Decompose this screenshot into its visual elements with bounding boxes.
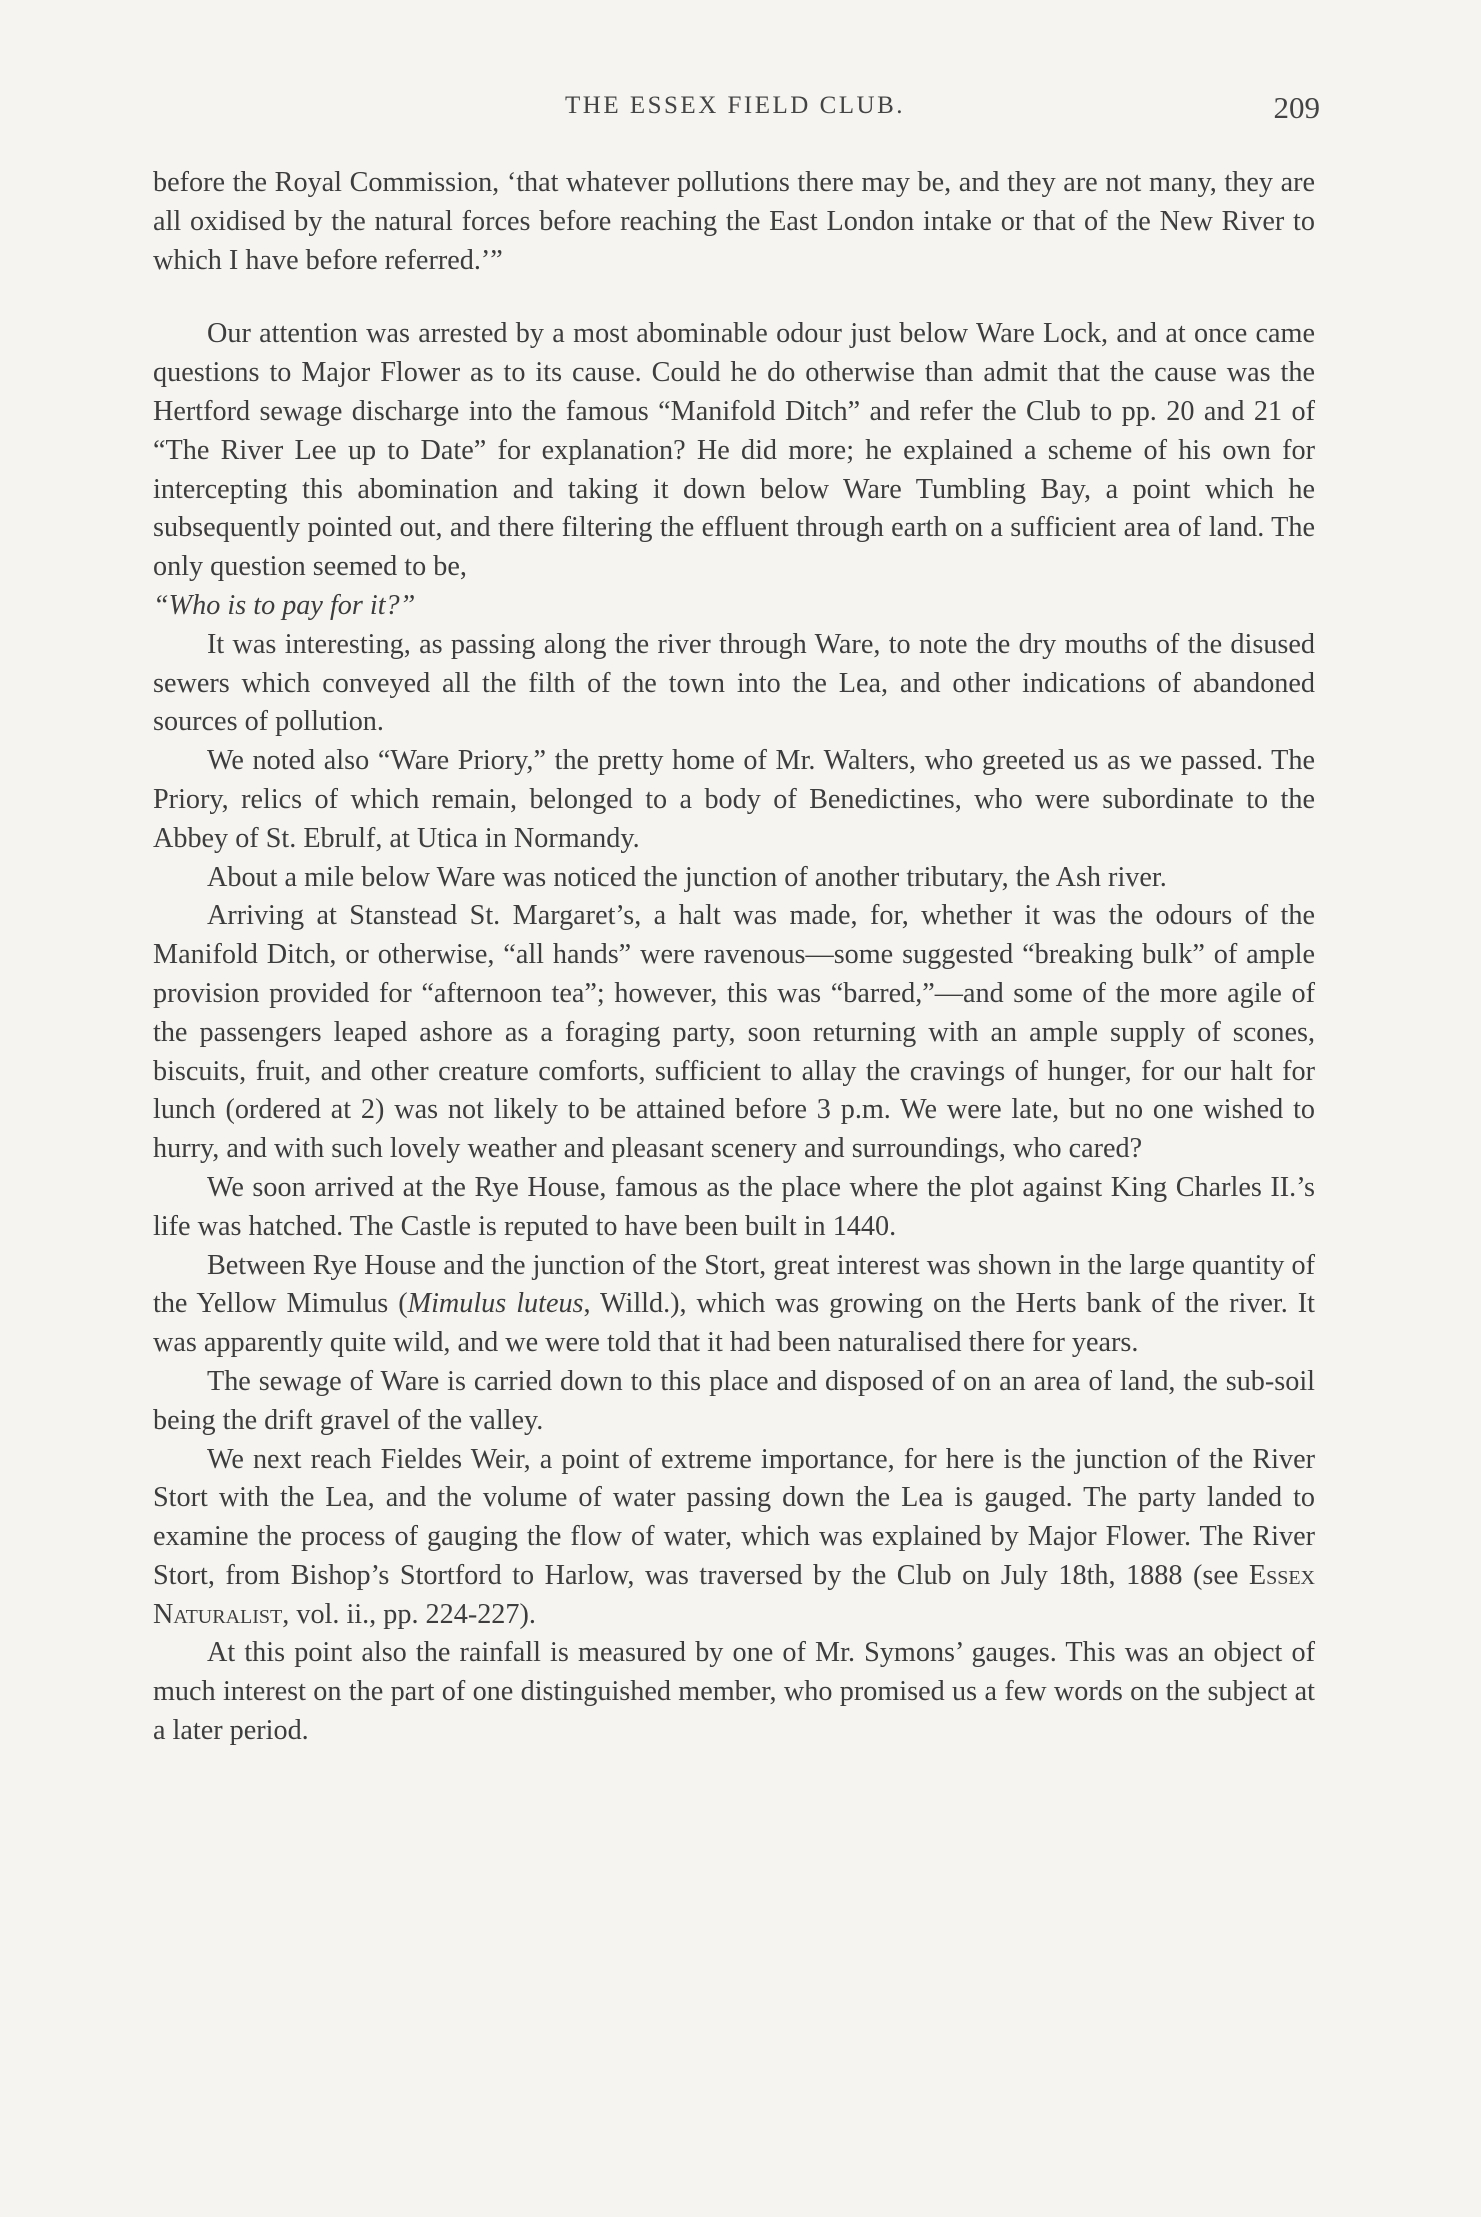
paragraph-text: , vol. ii., pp. 224-227). xyxy=(282,1598,536,1630)
paragraph-3 xyxy=(153,626,1315,742)
paragraph-text: At this point also the rainfall is measured by one of Mr. Symons’ gauges. This was an object of much interest on the part of one distinguished member, who promised us a few words on the subject at a later period. xyxy=(153,1637,1315,1747)
paragraph-7 xyxy=(153,1169,1315,1247)
paragraph-9 xyxy=(153,1363,1315,1441)
paragraph-6 xyxy=(153,897,1315,1169)
running-title: THE ESSEX FIELD CLUB. xyxy=(565,92,905,119)
paragraph-4 xyxy=(153,742,1315,858)
paragraph-1 xyxy=(153,164,1315,280)
paragraph-text: Our attention was arrested by a most abominable odour just below Ware Lock, and at once came questions to Major Flower as to its cause. Could he do otherwise than admit that the cause was the Hertford sewage discharge into the famous “Manifold Ditch” and refer the Club to pp. 20 and 21 of “The River Lee up to Date” for explanation? He did more; he explained a scheme of his own for intercepting this abomination and taking it down below Ware Tumbling Bay, a point which he subsequently pointed out, and there filtering the effluent through earth on a sufficient area of land. The only question seemed to be, xyxy=(153,318,1315,583)
paragraph-8 xyxy=(153,1247,1315,1363)
paragraph-10 xyxy=(153,1441,1315,1635)
journal-title: Essex Naturalist xyxy=(153,1559,1315,1630)
paragraph-5 xyxy=(153,859,1315,898)
species-name: Mimulus luteus xyxy=(407,1288,584,1320)
paragraph-italic-quote: “Who is to pay for it?” xyxy=(153,589,416,621)
paragraph-2 xyxy=(153,315,1315,625)
paragraph-text: Arriving at Stanstead St. Margaret’s, a halt was made, for, whether it was the odours of the Manifold Ditch, or otherwise, “all hands” were ravenous—some suggested “breaking bulk” of ample provision provided for “afternoon tea”; however, this was “barred,”—and some of the more agile of the passengers leaped ashore as a foraging party, soon returning with an ample supply of scones, biscuits, fruit, and other creature comforts, sufficient to allay the cravings of hunger, for our halt for lunch (ordered at 2) was not likely to be attained before 3 p.m. We were late, but no one wished to hurry, and with such lovely weather and pleasant scenery and surroundings, who cared? xyxy=(153,900,1315,1165)
page-number: 209 xyxy=(1273,90,1320,125)
paragraph-text: We next reach Fieldes Weir, a point of extreme importance, for here is the junction of the River Stort with the Lea, and the volume of water passing down the Lea is gauged. The party landed to examine the process of gauging the flow of water, which was explained by Major Flower. The River Stort, from Bishop’s Stortford to Harlow, was traversed by the Club on July 18th, 1888 (see xyxy=(153,1443,1315,1591)
paragraph-text: , Willd.), which was growing on the Herts bank of the river. It was apparently quite wild, and we were told that it had been naturalised there for years. xyxy=(153,1288,1315,1359)
paragraph-text: We soon arrived at the Rye House, famous as the place where the plot against King Charles II.’s life was hatched. The Castle is reputed to have been built in 1440. xyxy=(153,1171,1315,1242)
paragraph-text: About a mile below Ware was noticed the junction of another tributary, the Ash river. xyxy=(207,861,1167,893)
running-head xyxy=(150,92,1320,132)
body-text xyxy=(153,164,1315,1751)
paragraph-11 xyxy=(153,1634,1315,1750)
paragraph-text: We noted also “Ware Priory,” the pretty home of Mr. Walters, who greeted us as we passed. The Priory, relics of which remain, belonged to a body of Benedictines, who were subordinate to the Abbey of St. Ebrulf, at Utica in Normandy. xyxy=(153,745,1315,854)
paragraph-text: It was interesting, as passing along the river through Ware, to note the dry mouths of the disused sewers which conveyed all the filth of the town into the Lea, and other indications of abandoned sources of pollution. xyxy=(153,628,1315,738)
paragraph-text: before the Royal Commission, ‘that whatever pollutions there may be, and they are not many, they are all oxidised by the natural forces before reaching the East London intake or that of the New River to which I have before referred.’” xyxy=(153,167,1315,276)
paragraph-text: Between Rye House and the junction of the Stort, great interest was shown in the large quantity of the Yellow Mimulus ( xyxy=(153,1249,1315,1320)
paragraph-text: The sewage of Ware is carried down to this place and disposed of on an area of land, the sub-soil being the drift gravel of the valley. xyxy=(153,1365,1315,1436)
